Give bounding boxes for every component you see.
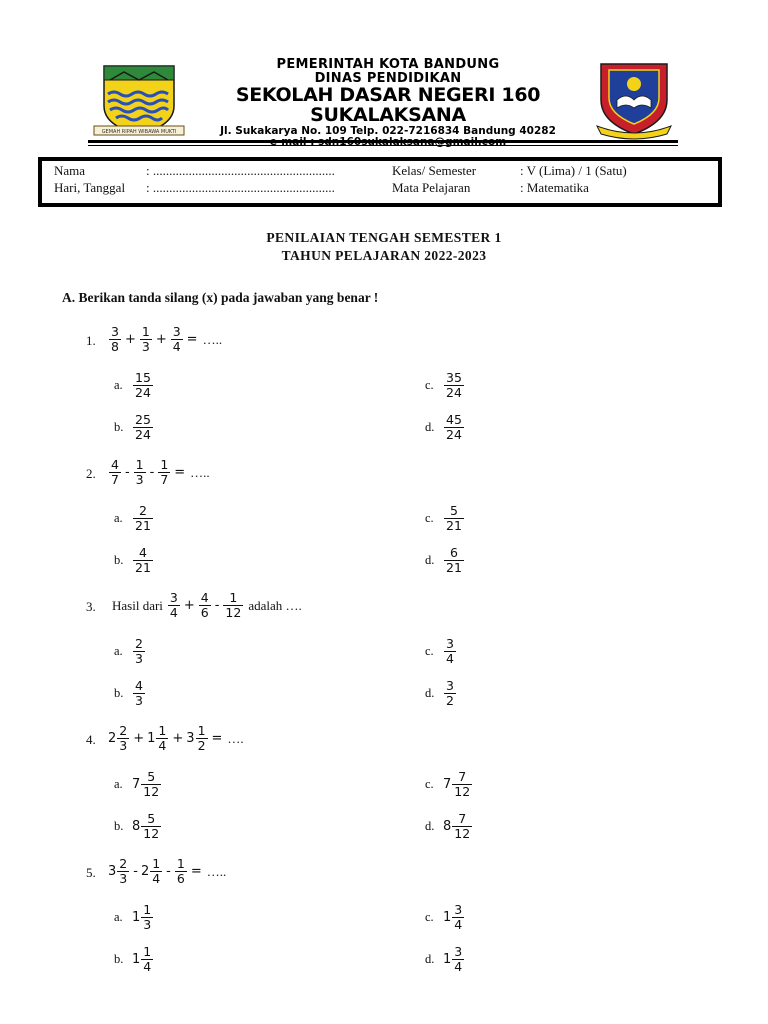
section-instruction: A. Berikan tanda silang (x) pada jawaban yang benar !	[62, 290, 379, 305]
fraction	[452, 812, 472, 842]
option-label: a.	[114, 511, 123, 526]
fraction	[156, 724, 168, 754]
numerator: 3	[454, 902, 463, 917]
numerator: 35	[446, 370, 462, 385]
denominator: 4	[446, 651, 454, 667]
fraction	[133, 413, 153, 443]
fraction	[199, 591, 211, 621]
fraction	[117, 857, 129, 887]
whole-number: 1	[443, 952, 452, 968]
whole-number: 1	[443, 910, 452, 926]
answer-option-a[interactable]	[114, 504, 154, 534]
denominator: 12	[454, 826, 471, 842]
fraction	[444, 637, 456, 667]
option-label: d.	[425, 819, 435, 834]
answer-option-d[interactable]	[425, 679, 457, 709]
answer-blank: …..	[202, 331, 223, 347]
whole-number: 8	[132, 819, 141, 835]
whole-number: 3	[108, 864, 117, 880]
denominator: 24	[446, 427, 462, 443]
denominator: 7	[160, 472, 169, 488]
numerator: 1	[152, 856, 161, 871]
denominator: 21	[135, 518, 151, 534]
question-expression	[108, 325, 222, 355]
fraction	[168, 591, 180, 621]
question-text: adalah ….	[248, 597, 302, 613]
fraction	[109, 458, 121, 488]
answer-option-b[interactable]	[114, 679, 146, 709]
numerator: 3	[172, 324, 181, 339]
numerator: 2	[119, 723, 128, 738]
fraction	[158, 458, 170, 488]
option-label: c.	[425, 910, 434, 925]
fraction	[133, 546, 153, 576]
name-field[interactable]: : ........................................................	[146, 163, 335, 178]
whole-number: 1	[132, 952, 141, 968]
answer-option-d[interactable]	[425, 945, 465, 975]
option-label: b.	[114, 420, 124, 435]
academic-year: TAHUN PELAJARAN 2022-2023	[281, 248, 487, 263]
school-emblem-icon	[593, 60, 675, 140]
denominator: 4	[152, 871, 161, 887]
denominator: 4	[169, 605, 178, 621]
numerator: 3	[111, 324, 119, 339]
denominator: 4	[158, 738, 167, 754]
numerator: 6	[449, 545, 458, 560]
denominator: 4	[454, 917, 463, 933]
bandung-city-emblem-icon	[90, 60, 188, 140]
numerator: 1	[143, 902, 152, 917]
fraction	[133, 637, 145, 667]
question-number: 3.	[86, 599, 96, 614]
answer-blank: …..	[190, 464, 210, 480]
fraction	[175, 857, 187, 887]
fraction	[444, 546, 464, 576]
numerator: 3	[454, 944, 463, 959]
operator: =	[211, 731, 223, 747]
answer-option-c[interactable]	[425, 903, 465, 933]
question-expression	[108, 724, 244, 754]
numerator: 45	[446, 412, 462, 427]
question-expression	[108, 458, 210, 488]
option-label: c.	[425, 511, 434, 526]
denominator: 21	[446, 518, 462, 534]
denominator: 24	[135, 427, 151, 443]
fraction	[133, 504, 153, 534]
class-value: : V (Lima) / 1 (Satu)	[520, 163, 627, 178]
numerator: 1	[135, 457, 144, 472]
letterhead-line-2: DINAS PENDIDIKAN	[314, 70, 462, 86]
fraction	[171, 325, 183, 355]
fraction	[452, 903, 464, 933]
denominator: 21	[135, 560, 151, 576]
operator: +	[124, 332, 136, 348]
whole-number: 1	[132, 910, 141, 926]
question-number: 5.	[86, 865, 96, 880]
numerator: 7	[458, 811, 467, 826]
numerator: 5	[449, 503, 458, 518]
letterhead-rule-thick	[88, 140, 678, 143]
subject-label: Mata Pelajaran	[392, 180, 471, 195]
letterhead-line-1: PEMERINTAH KOTA BANDUNG	[276, 57, 500, 72]
fraction	[140, 325, 152, 355]
denominator: 4	[454, 959, 463, 975]
denominator: 3	[135, 651, 143, 667]
option-label: c.	[425, 378, 434, 393]
denominator: 24	[446, 385, 462, 401]
option-label: c.	[425, 777, 434, 792]
numerator: 2	[135, 636, 143, 651]
numerator: 1	[160, 457, 169, 472]
fraction	[134, 458, 146, 488]
answer-blank: ….	[227, 730, 244, 746]
denominator: 6	[176, 871, 185, 887]
operator: +	[155, 332, 167, 348]
date-label: Hari, Tanggal	[54, 180, 126, 195]
denominator: 12	[143, 826, 160, 842]
fraction	[133, 371, 153, 401]
numerator: 15	[135, 370, 151, 385]
answer-blank: …..	[206, 863, 227, 879]
answer-option-a[interactable]	[114, 371, 154, 401]
question-number: 1.	[86, 333, 96, 348]
exam-title: PENILAIAN TENGAH SEMESTER 1	[266, 230, 502, 245]
denominator: 4	[143, 959, 152, 975]
question-number: 4.	[86, 732, 96, 747]
whole-number: 7	[132, 777, 141, 793]
operator: -	[214, 598, 220, 614]
numerator: 4	[138, 545, 147, 560]
option-label: b.	[114, 553, 124, 568]
fraction	[141, 903, 153, 933]
denominator: 3	[119, 871, 128, 887]
numerator: 25	[135, 412, 151, 427]
option-label: a.	[114, 910, 123, 925]
fraction	[452, 945, 464, 975]
numerator: 1	[143, 944, 152, 959]
option-label: d.	[425, 420, 435, 435]
school-name: SEKOLAH DASAR NEGERI 160 SUKALAKSANA	[235, 84, 541, 127]
option-label: d.	[425, 553, 435, 568]
question-expression	[108, 857, 226, 887]
denominator: 2	[197, 738, 206, 754]
numerator: 2	[138, 503, 147, 518]
option-label: b.	[114, 819, 124, 834]
operator: +	[183, 598, 195, 614]
fraction	[444, 371, 464, 401]
letterhead-rule-thin	[88, 145, 678, 146]
operator: +	[172, 731, 184, 747]
answer-option-b[interactable]	[114, 413, 154, 443]
option-label: d.	[425, 952, 435, 967]
numerator: 3	[446, 636, 454, 651]
numerator: 4	[135, 678, 143, 693]
denominator: 3	[135, 693, 143, 709]
numerator: 1	[158, 723, 167, 738]
answer-option-a[interactable]	[114, 770, 162, 800]
whole-number: 1	[147, 731, 156, 747]
answer-option-c[interactable]	[425, 637, 457, 667]
denominator: 3	[135, 472, 144, 488]
denominator: 8	[111, 339, 119, 355]
answer-option-b[interactable]	[114, 812, 162, 842]
fraction	[109, 325, 121, 355]
denominator: 12	[225, 605, 242, 621]
student-identity-box	[38, 157, 722, 207]
denominator: 12	[454, 784, 471, 800]
operator: =	[190, 864, 202, 880]
fraction	[444, 679, 456, 709]
name-label: Nama	[54, 163, 86, 178]
numerator: 4	[200, 590, 209, 605]
fraction	[223, 591, 243, 621]
numerator: 1	[176, 856, 185, 871]
fraction	[117, 724, 129, 754]
option-label: c.	[425, 644, 434, 659]
answer-option-c[interactable]	[425, 770, 473, 800]
option-label: b.	[114, 686, 124, 701]
option-label: a.	[114, 378, 123, 393]
operator: =	[186, 332, 198, 348]
denominator: 6	[200, 605, 209, 621]
svg-text:GEMAH RIPAH WIBAWA MUKTI: GEMAH RIPAH WIBAWA MUKTI	[101, 129, 177, 135]
numerator: 5	[147, 811, 156, 826]
option-label: d.	[425, 686, 435, 701]
whole-number: 7	[443, 777, 452, 793]
denominator: 7	[111, 472, 119, 488]
operator: -	[124, 465, 130, 481]
fraction	[141, 945, 153, 975]
whole-number: 3	[186, 731, 195, 747]
denominator: 3	[143, 917, 152, 933]
denominator: 4	[172, 339, 181, 355]
letterhead-text	[188, 58, 588, 148]
option-label: a.	[114, 777, 123, 792]
answer-option-d[interactable]	[425, 546, 465, 576]
answer-option-a[interactable]	[114, 903, 154, 933]
operator: =	[174, 465, 186, 481]
operator: -	[166, 864, 171, 880]
question-text: Hasil dari	[112, 597, 163, 613]
option-label: a.	[114, 644, 123, 659]
fraction	[444, 413, 464, 443]
answer-option-a[interactable]	[114, 637, 146, 667]
answer-option-d[interactable]	[425, 812, 473, 842]
fraction	[133, 679, 145, 709]
date-field[interactable]: : ........................................................	[146, 180, 335, 195]
numerator: 7	[458, 769, 467, 784]
option-label: b.	[114, 952, 124, 967]
denominator: 21	[446, 560, 462, 576]
denominator: 3	[141, 339, 150, 355]
question-expression	[108, 591, 306, 621]
operator: -	[133, 864, 138, 880]
school-address: Jl. Sukakarya No. 109 Telp. 022-7216834 Bandung 40282	[220, 125, 556, 138]
fraction	[141, 812, 161, 842]
numerator: 5	[147, 769, 156, 784]
fraction	[150, 857, 162, 887]
whole-number: 8	[443, 819, 452, 835]
fraction	[452, 770, 472, 800]
answer-option-d[interactable]	[425, 413, 465, 443]
fraction	[444, 504, 464, 534]
question-number: 2.	[86, 466, 96, 481]
numerator: 1	[141, 324, 150, 339]
fraction	[196, 724, 208, 754]
numerator: 3	[446, 678, 454, 693]
numerator: 1	[197, 723, 206, 738]
denominator: 3	[119, 738, 128, 754]
answer-option-b[interactable]	[114, 546, 154, 576]
numerator: 4	[111, 457, 119, 472]
answer-option-b[interactable]	[114, 945, 154, 975]
denominator: 12	[143, 784, 160, 800]
denominator: 2	[446, 693, 454, 709]
operator: -	[149, 465, 155, 481]
numerator: 2	[119, 856, 128, 871]
fraction	[141, 770, 161, 800]
class-label: Kelas/ Semester	[392, 163, 477, 178]
numerator: 3	[169, 590, 178, 605]
subject-value: : Matematika	[520, 180, 589, 195]
denominator: 24	[135, 385, 151, 401]
answer-option-c[interactable]	[425, 504, 465, 534]
numerator: 1	[229, 590, 238, 605]
whole-number: 2	[108, 731, 117, 747]
whole-number: 2	[140, 864, 150, 880]
answer-option-c[interactable]	[425, 371, 465, 401]
letterhead	[88, 58, 678, 144]
operator: +	[133, 731, 145, 747]
